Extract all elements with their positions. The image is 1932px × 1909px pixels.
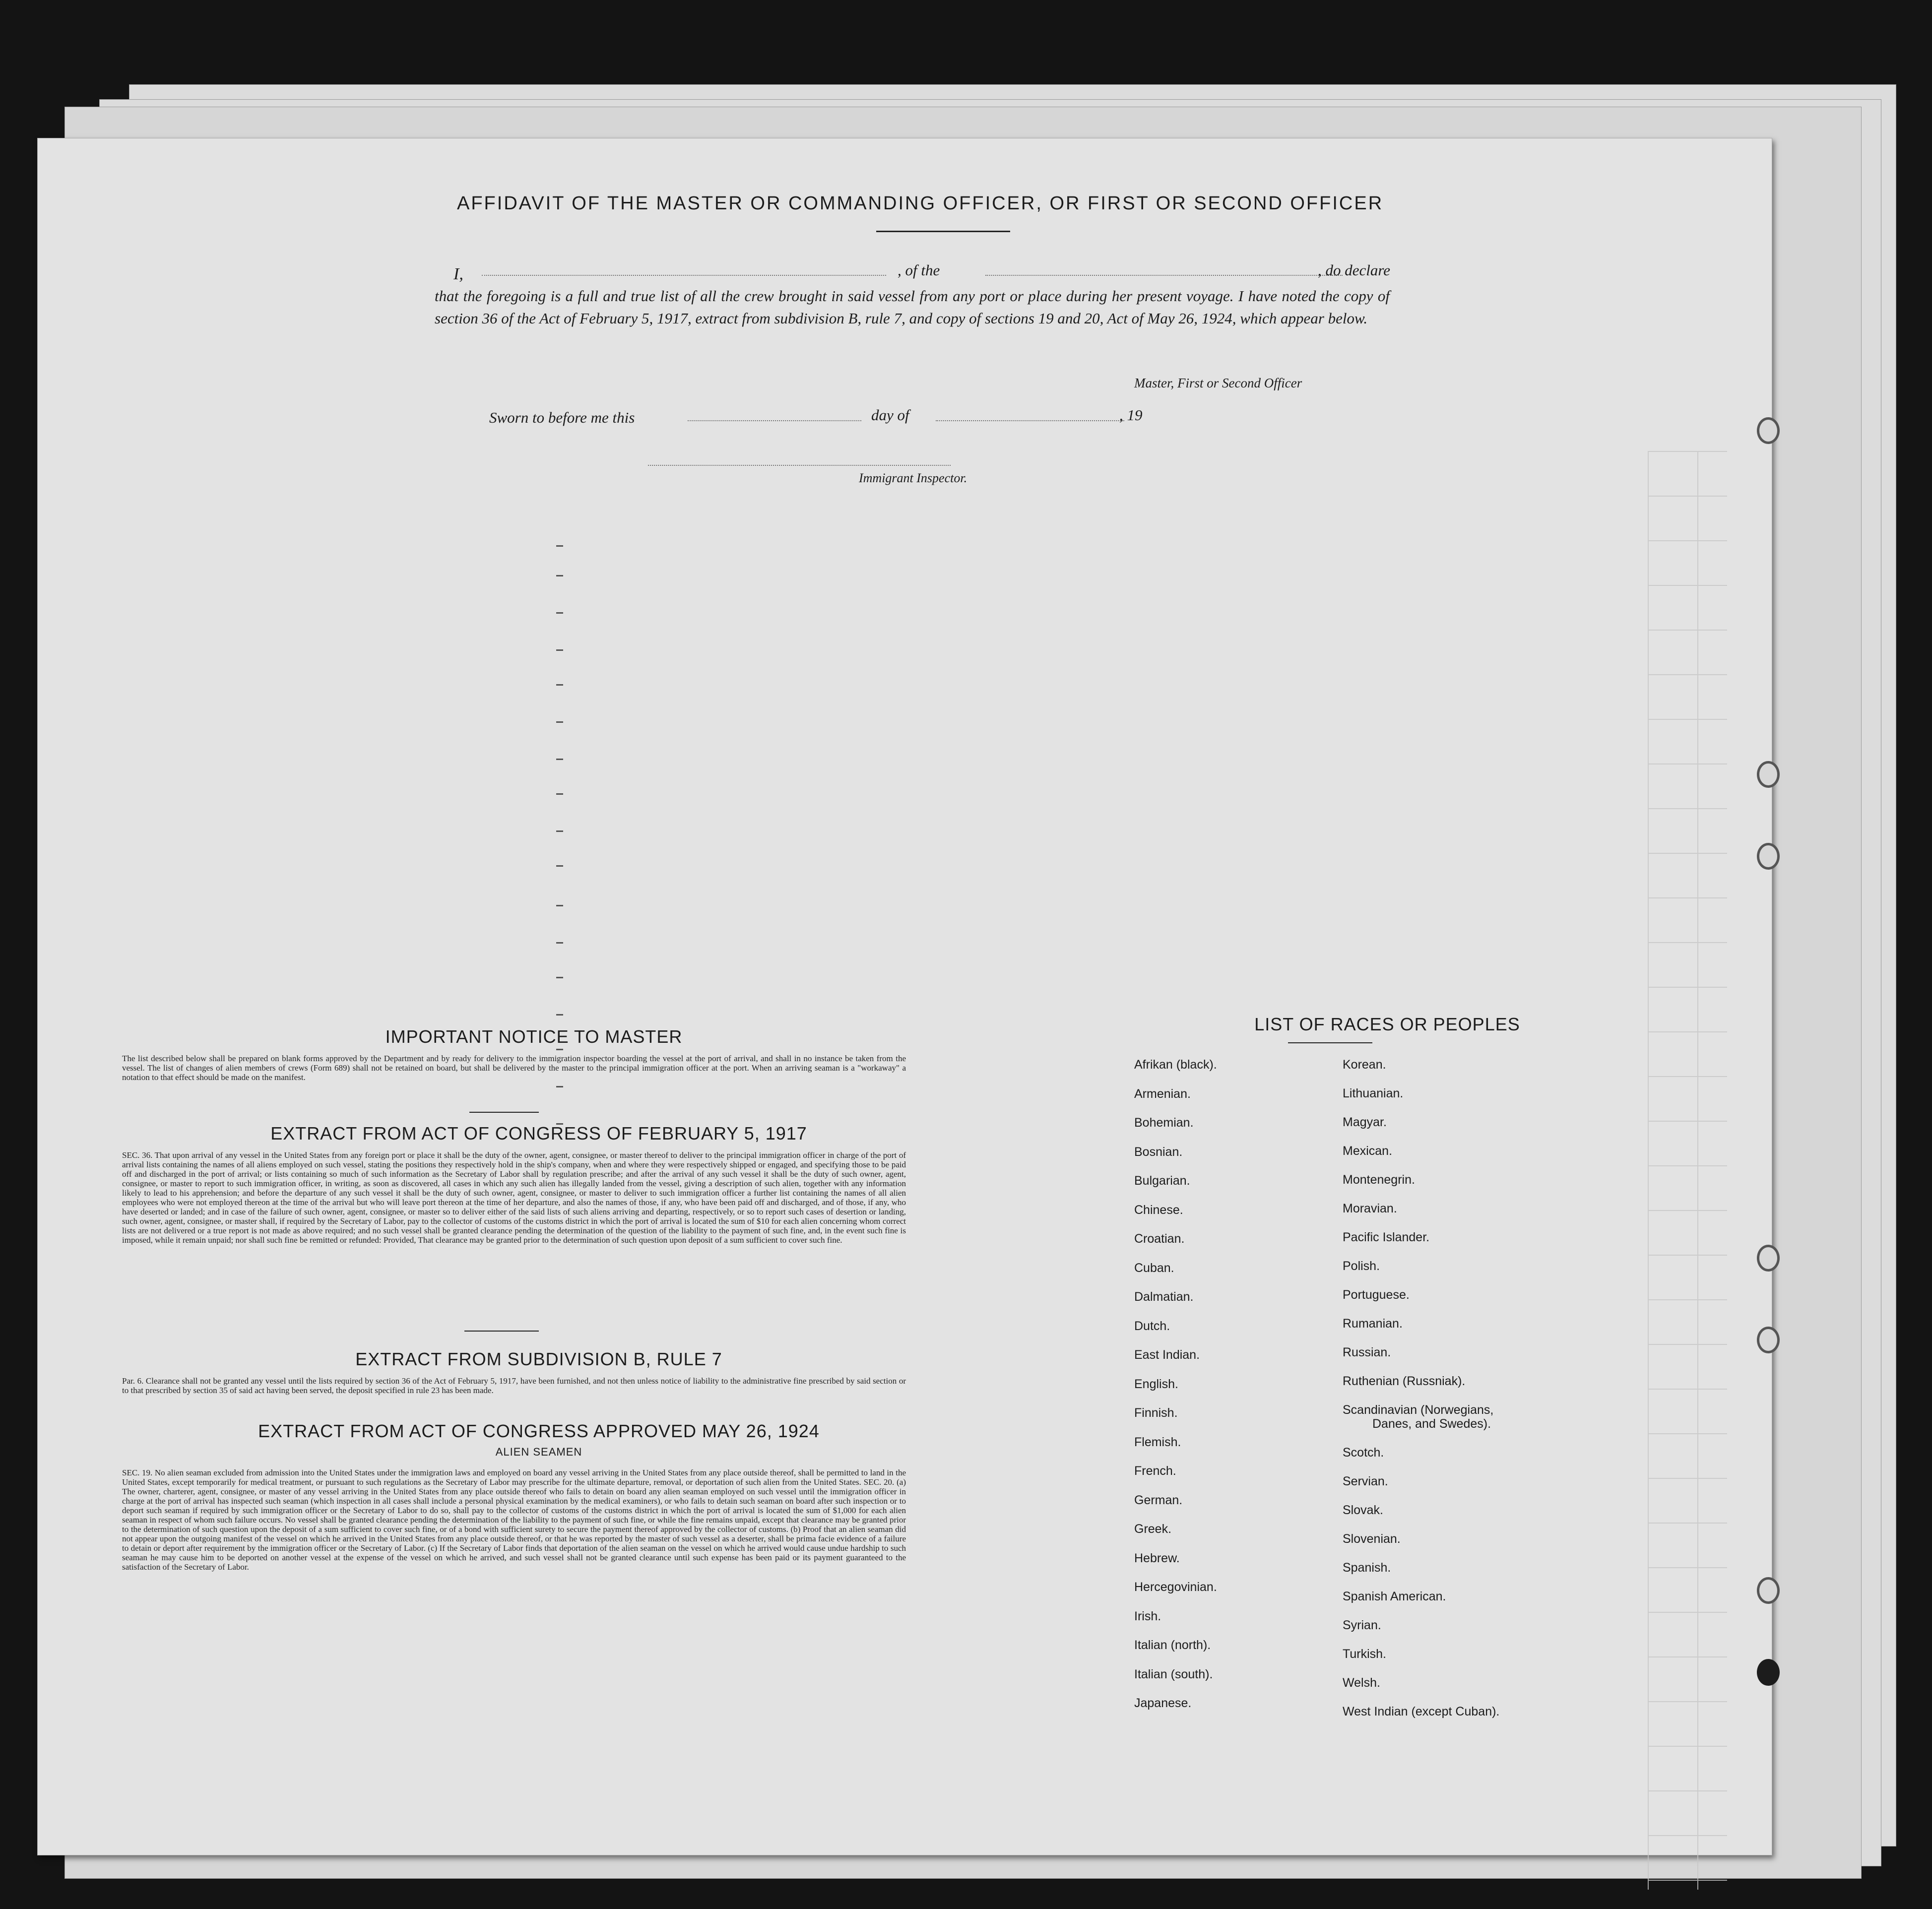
race-item: Bosnian.	[1134, 1145, 1183, 1159]
margin-dash	[556, 977, 563, 978]
races-title: LIST OF RACES OR PEOPLES	[1254, 1014, 1520, 1034]
affidavit-i: I,	[453, 265, 463, 283]
race-item: Finnish.	[1134, 1406, 1178, 1420]
race-item: Moravian.	[1343, 1202, 1397, 1215]
race-item: Russian.	[1343, 1345, 1391, 1359]
race-item: Dutch.	[1134, 1319, 1170, 1333]
margin-dash	[556, 649, 563, 651]
margin-dash	[556, 905, 563, 906]
inspector-signature-line[interactable]	[648, 465, 951, 466]
race-item: Scotch.	[1343, 1446, 1384, 1460]
race-item: Spanish American.	[1343, 1590, 1446, 1603]
race-item: Pacific Islander.	[1343, 1230, 1430, 1244]
race-item: Korean.	[1343, 1058, 1386, 1072]
race-item: Slovak.	[1343, 1503, 1383, 1517]
extract-1924-subtitle: ALIEN SEAMEN	[495, 1446, 582, 1458]
margin-dash	[556, 830, 563, 832]
margin-dash	[556, 575, 563, 576]
margin-dash	[556, 865, 563, 867]
notice-title: IMPORTANT NOTICE TO MASTER	[385, 1026, 683, 1047]
race-item: Welsh.	[1343, 1676, 1380, 1690]
main-sheet	[37, 138, 1772, 1855]
race-item: Greek.	[1134, 1522, 1172, 1536]
margin-dash	[556, 721, 563, 723]
margin-dash	[556, 684, 563, 686]
grid-background	[1648, 451, 1727, 1890]
race-item: Servian.	[1343, 1474, 1388, 1488]
race-item: Bulgarian.	[1134, 1174, 1190, 1188]
margin-dash	[556, 1014, 563, 1016]
race-item: German.	[1134, 1493, 1183, 1507]
race-item: Magyar.	[1343, 1115, 1387, 1129]
race-item: Slovenian.	[1343, 1532, 1401, 1546]
punch-hole	[1757, 1327, 1780, 1353]
race-item: Italian (north).	[1134, 1638, 1211, 1652]
race-item: Dalmatian.	[1134, 1290, 1194, 1304]
race-item: Italian (south).	[1134, 1667, 1213, 1681]
punch-hole	[1757, 1245, 1780, 1272]
punch-hole	[1757, 843, 1780, 870]
race-item: Croatian.	[1134, 1232, 1185, 1246]
year-text: , 19	[1119, 406, 1143, 424]
margin-dash	[556, 612, 563, 614]
extract-1924-title: EXTRACT FROM ACT OF CONGRESS APPROVED MAY 26, 1924	[258, 1421, 820, 1441]
race-item: West Indian (except Cuban).	[1343, 1705, 1500, 1718]
race-item: English.	[1134, 1377, 1178, 1391]
extract-1917-text: SEC. 36. That upon arrival of any vessel in the United States from any foreign port or place it shall be the duty of the owner, agent, consignee, or master thereof to deliver to the principal immigration officer in charge of the port of arrival lists containing the names of all aliens employed on such vessel, stating the positions they respectively hold in the ship's company, when and where they were respectively shipped or engaged, and specifying those to be paid off and discharged in the port of arrival; or lists containing so much of such information as the Secretary of Labor shall by regulation prescribe; and after the arrival of any such vessel it shall be the duty of such owner, agent, consignee, or master to report to such immigration officer, in writing, as soon as discovered, all cases in which any such alien has illegally landed from the vessel, giving a description of such alien, together with any information likely to lead to his apprehension; and before the departure of any such vessel it shall be the duty of such owner, agent, consignee, or master to deliver to such immigration officer a further list containing the names of all alien employees who were not employed thereon at the time of the arrival but who will leave port thereon at the time of her departure, and also the names of those, if any, who have been paid off and discharged, and of those, if any, who have deserted or landed; and in case of the failure of such owner, agent, consignee, or master so to deliver either of the said lists of such aliens arriving and departing, respectively, or so to report such cases of desertion or landing, such owner, agent, consignee, or master shall, if required by the Secretary of Labor, pay to the collector of customs of the customs district in which the port of arrival is located the sum of $10 for each alien concerning whom correct lists are not delivered or a true report is not made as above required; and no such vessel shall be granted clearance pending the determination of the question of the liability to the payment of such fine, and, in the event such fine is imposed, while it remain unpaid; nor shall such fine be remitted or refunded: Provided, That clearance may be granted prior to the determination of such question upon deposit of a sum sufficient to cover such fine.	[122, 1150, 906, 1245]
title-underline	[876, 231, 1010, 232]
race-item: Syrian.	[1343, 1618, 1381, 1632]
race-item: Afrikan (black).	[1134, 1058, 1217, 1072]
race-item: Polish.	[1343, 1259, 1380, 1273]
day-of-text: day of	[871, 406, 909, 424]
races-underline	[1288, 1042, 1372, 1043]
race-item: Lithuanian.	[1343, 1086, 1404, 1100]
rule7-title: EXTRACT FROM SUBDIVISION B, RULE 7	[355, 1349, 722, 1369]
race-item: Ruthenian (Russniak).	[1343, 1374, 1466, 1388]
race-item: Japanese.	[1134, 1696, 1192, 1710]
race-item: Danes, and Swedes).	[1372, 1417, 1491, 1431]
sworn-month-blank[interactable]	[936, 420, 1124, 421]
notice-text: The list described below shall be prepared on blank forms approved by the Department and by ready for delivery to the immigration inspector boarding the vessel at the port of arrival, and shall in no instance be taken from the vessel. The list of changes of alien members of crews (Form 689) shall not be retained on board, but shall be delivered by the master to the principal immigration officer at the port. When an arriving seaman is a "workaway" a notation to that effect should be made on the manifest.	[122, 1054, 906, 1082]
margin-dash	[556, 942, 563, 944]
race-item: Flemish.	[1134, 1435, 1181, 1449]
race-item: Rumanian.	[1343, 1317, 1403, 1331]
affidavit-do-declare: , do declare	[1318, 261, 1391, 279]
race-item: Armenian.	[1134, 1086, 1191, 1101]
race-item: Portuguese.	[1343, 1288, 1410, 1302]
extract-1917-title: EXTRACT FROM ACT OF CONGRESS OF FEBRUARY 5, 1917	[270, 1123, 807, 1144]
race-item: Mexican.	[1343, 1144, 1393, 1158]
race-item: Hercegovinian.	[1134, 1580, 1217, 1594]
vessel-blank[interactable]	[985, 275, 1343, 276]
race-item: Cuban.	[1134, 1261, 1174, 1275]
race-item: Bohemian.	[1134, 1116, 1194, 1130]
punch-hole	[1757, 1577, 1780, 1604]
affidavit-title: AFFIDAVIT OF THE MASTER OR COMMANDING OFFICER, OR FIRST OR SECOND OFFICER	[457, 193, 1384, 214]
affidavit-body: that the foregoing is a full and true list of all the crew brought in said vessel from any port or place during her present voyage. I have noted the copy of section 36 of the Act of February 5, 1917, extract from subdivision B, rule 7, and copy of sections 19 and 20, Act of May 26, 1924, which appear below.	[435, 287, 1390, 327]
extract-1924-text: SEC. 19. No alien seaman excluded from admission into the United States under the immigration laws and employed on board any vessel arriving in the United States from any place outside thereof, shall be permitted to land in the United States, except temporarily for medical treatment, or pursuant to such regulations as the Secretary of Labor may prescribe for the ultimate departure, removal, or deportation of such alien from the United States. SEC. 20. (a) The owner, charterer, agent, consignee, or master of any vessel arriving in the United States from any place outside thereof who fails to detain on board any alien seaman employed on such vessel until the immigration officer in charge at the port of arrival has inspected such seaman (which inspection in all cases shall include a personal physical examination by the medical examiners), or who fails to detain such seaman on board after such inspection or to deport such seaman if required by such immigration officer or the Secretary of Labor to do so, shall pay to the collector of customs of the customs district in which the port of arrival is located the sum of $1,000 for each alien seaman in respect of whom such failure occurs. No vessel shall be granted clearance pending the determination of the liability to the payment of such fine, or while the fine remains unpaid, except that clearance may be granted prior to the determination of such question upon the deposit of a sum sufficient to cover such fine, or of a bond with sufficient surety to secure the payment thereof approved by the collector of customs. (b) Proof that an alien seaman did not appear upon the outgoing manifest of the vessel on which he arrived in the United States from any place outside thereof, or that he was reported by the master of such vessel as a deserter, shall be prima facie evidence of a failure to detain or deport after requirement by the immigration officer or the Secretary of Labor. (c) If the Secretary of Labor finds that deportation of the alien seaman on the vessel on which he arrived would cause undue hardship to such seaman he may cause him to be deported on another vessel at the expense of the vessel on which he arrived, and such vessel shall not be granted clearance until such expense has been paid or its payment guaranteed to the satisfaction of the Secretary of Labor.	[122, 1468, 906, 1572]
punch-hole	[1757, 417, 1780, 444]
race-item: Turkish.	[1343, 1647, 1386, 1661]
race-item: Scandinavian (Norwegians,	[1343, 1403, 1494, 1417]
punch-hole	[1757, 1659, 1780, 1686]
margin-dash	[556, 545, 563, 547]
race-item: Spanish.	[1343, 1561, 1391, 1575]
sworn-day-blank[interactable]	[688, 420, 861, 421]
sworn-text: Sworn to before me this	[489, 409, 635, 426]
race-item: Chinese.	[1134, 1203, 1183, 1217]
inspector-label: Immigrant Inspector.	[859, 471, 967, 485]
signature-label: Master, First or Second Officer	[1134, 376, 1302, 390]
divider	[469, 1112, 539, 1113]
margin-dash	[556, 793, 563, 795]
affidavit-of-the: , of the	[898, 261, 940, 279]
margin-dash	[556, 1049, 563, 1050]
race-item: Hebrew.	[1134, 1551, 1180, 1565]
race-item: French.	[1134, 1464, 1176, 1478]
rule7-text: Par. 6. Clearance shall not be granted any vessel until the lists required by section 36 of the Act of February 5, 1917, have been furnished, and not then unless notice of liability to the administrative fine prescribed by said section or to that prescribed by section 35 of said act having been served, the deposit specified in rule 23 has been made.	[122, 1376, 906, 1395]
race-item: East Indian.	[1134, 1348, 1200, 1362]
punch-hole	[1757, 761, 1780, 788]
margin-dash	[556, 759, 563, 760]
name-blank[interactable]	[482, 275, 886, 276]
margin-dash	[556, 1086, 563, 1087]
divider	[464, 1331, 539, 1332]
race-item: Montenegrin.	[1343, 1173, 1415, 1187]
race-item: Irish.	[1134, 1609, 1161, 1623]
